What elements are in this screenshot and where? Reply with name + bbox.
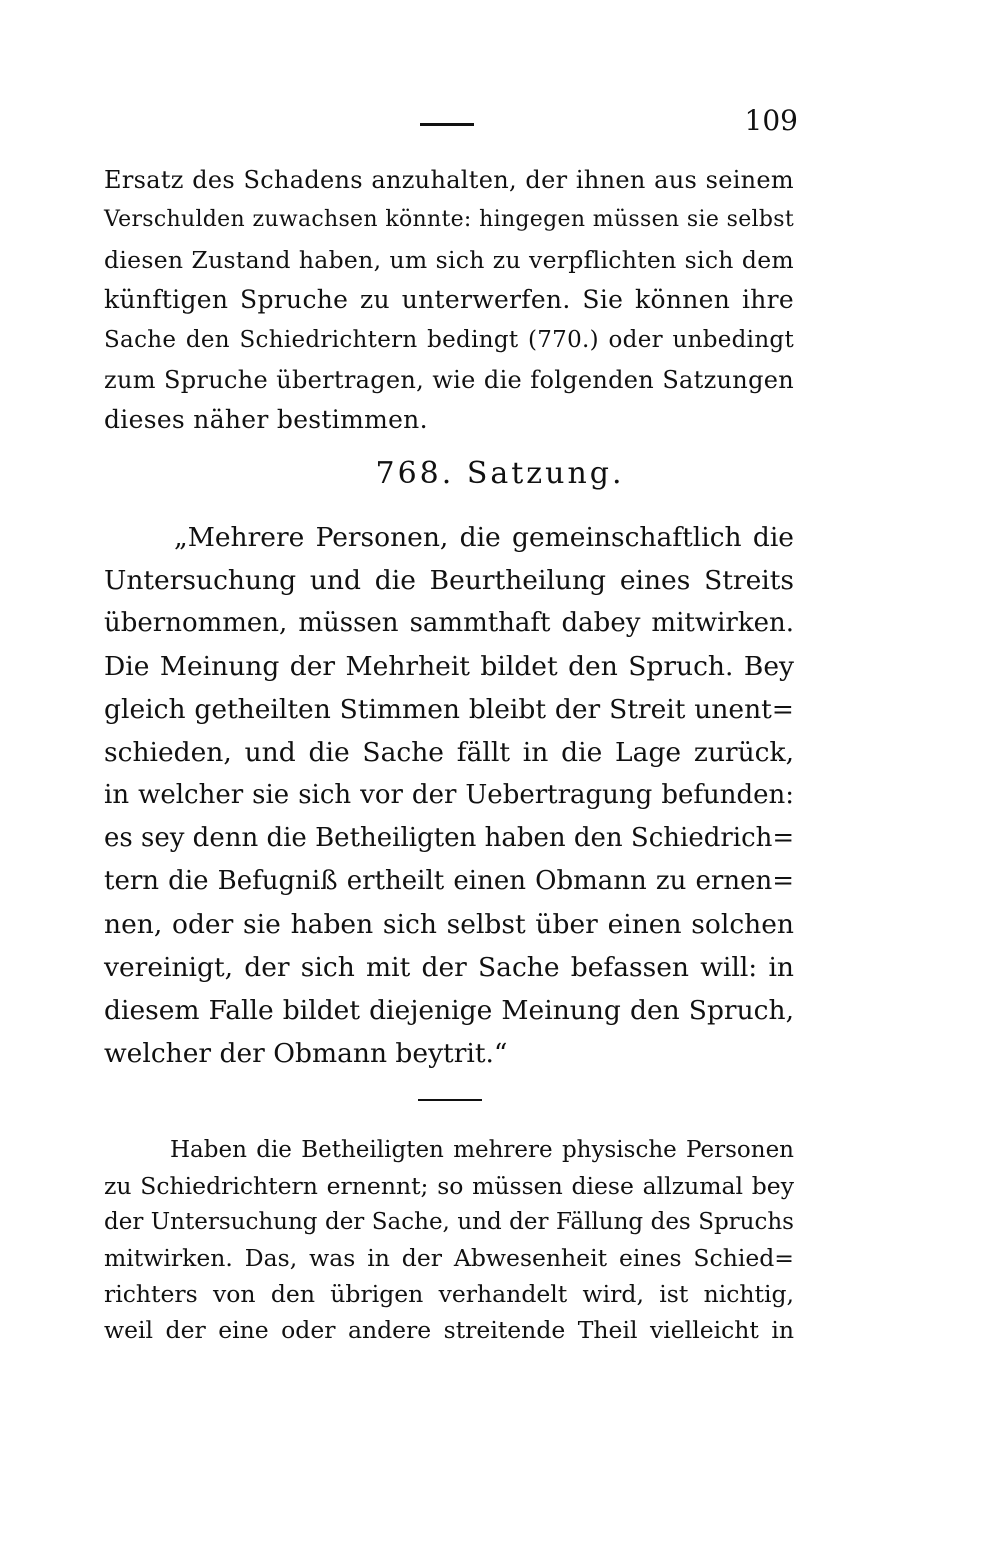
- paragraph-continued: [104, 160, 794, 440]
- text-line: richters von den übrigen verhandelt wird, ist nichtig,: [104, 1280, 794, 1308]
- section-divider: [418, 1099, 482, 1101]
- page-number: 109: [744, 104, 798, 137]
- section-heading: 768. Satzung.: [375, 456, 625, 491]
- text-line: diesem Falle bildet diejenige Meinung den Spruch,: [104, 995, 794, 1026]
- text-line: mitwirken. Das, was in der Abwesenheit eines Schied=: [104, 1244, 794, 1272]
- text-line: „Mehrere Personen, die gemeinschaftlich die: [174, 522, 794, 553]
- text-line: in welcher sie sich vor der Uebertragung befunden:: [104, 780, 794, 810]
- text-line: welcher der Obmann beytrit.“: [104, 1038, 508, 1069]
- text-line: dieses näher bestimmen.: [104, 405, 428, 434]
- text-line: schieden, und die Sache fällt in die Lage zurück,: [104, 737, 794, 768]
- text-line: Untersuchung und die Beurtheilung eines Streits: [104, 565, 794, 596]
- statute-text: [104, 516, 794, 1075]
- text-line: nen, oder sie haben sich selbst über einen solchen: [104, 909, 794, 940]
- text-line: es sey denn die Betheiligten haben den Schiedrich=: [104, 823, 795, 853]
- commentary-text: [104, 1132, 794, 1348]
- header-rule: [420, 123, 474, 126]
- text-line: Die Meinung der Mehrheit bildet den Spruch. Bey: [104, 651, 794, 682]
- text-line: der Untersuchung der Sache, und der Fällung des Spruchs: [104, 1209, 794, 1235]
- text-line: weil der eine oder andere streitende Theil vielleicht in: [104, 1316, 794, 1344]
- text-line: vereinigt, der sich mit der Sache befassen will: in: [104, 952, 794, 983]
- text-line: künftigen Spruche zu unterwerfen. Sie können ihre: [104, 285, 794, 314]
- text-line: zum Spruche übertragen, wie die folgenden Satzungen: [104, 366, 794, 394]
- text-line: Haben die Betheiligten mehrere physische Personen: [170, 1137, 794, 1163]
- text-line: gleich getheilten Stimmen bleibt der Streit unent=: [104, 694, 794, 725]
- text-line: Sache den Schiedrichtern bedingt (770.) oder unbedingt: [104, 327, 794, 353]
- text-line: übernommen, müssen sammthaft dabey mitwirken.: [104, 608, 794, 638]
- text-line: tern die Befugniß ertheilt einen Obmann zu ernen=: [104, 866, 794, 896]
- text-line: diesen Zustand haben, um sich zu verpflichten sich dem: [104, 246, 794, 274]
- text-line: Ersatz des Schadens anzuhalten, der ihnen aus seinem: [104, 166, 794, 194]
- text-line: zu Schiedrichtern ernennt; so müssen diese allzumal bey: [104, 1172, 794, 1200]
- text-line: Verschulden zuwachsen könnte: hingegen müssen sie selbst: [104, 207, 794, 232]
